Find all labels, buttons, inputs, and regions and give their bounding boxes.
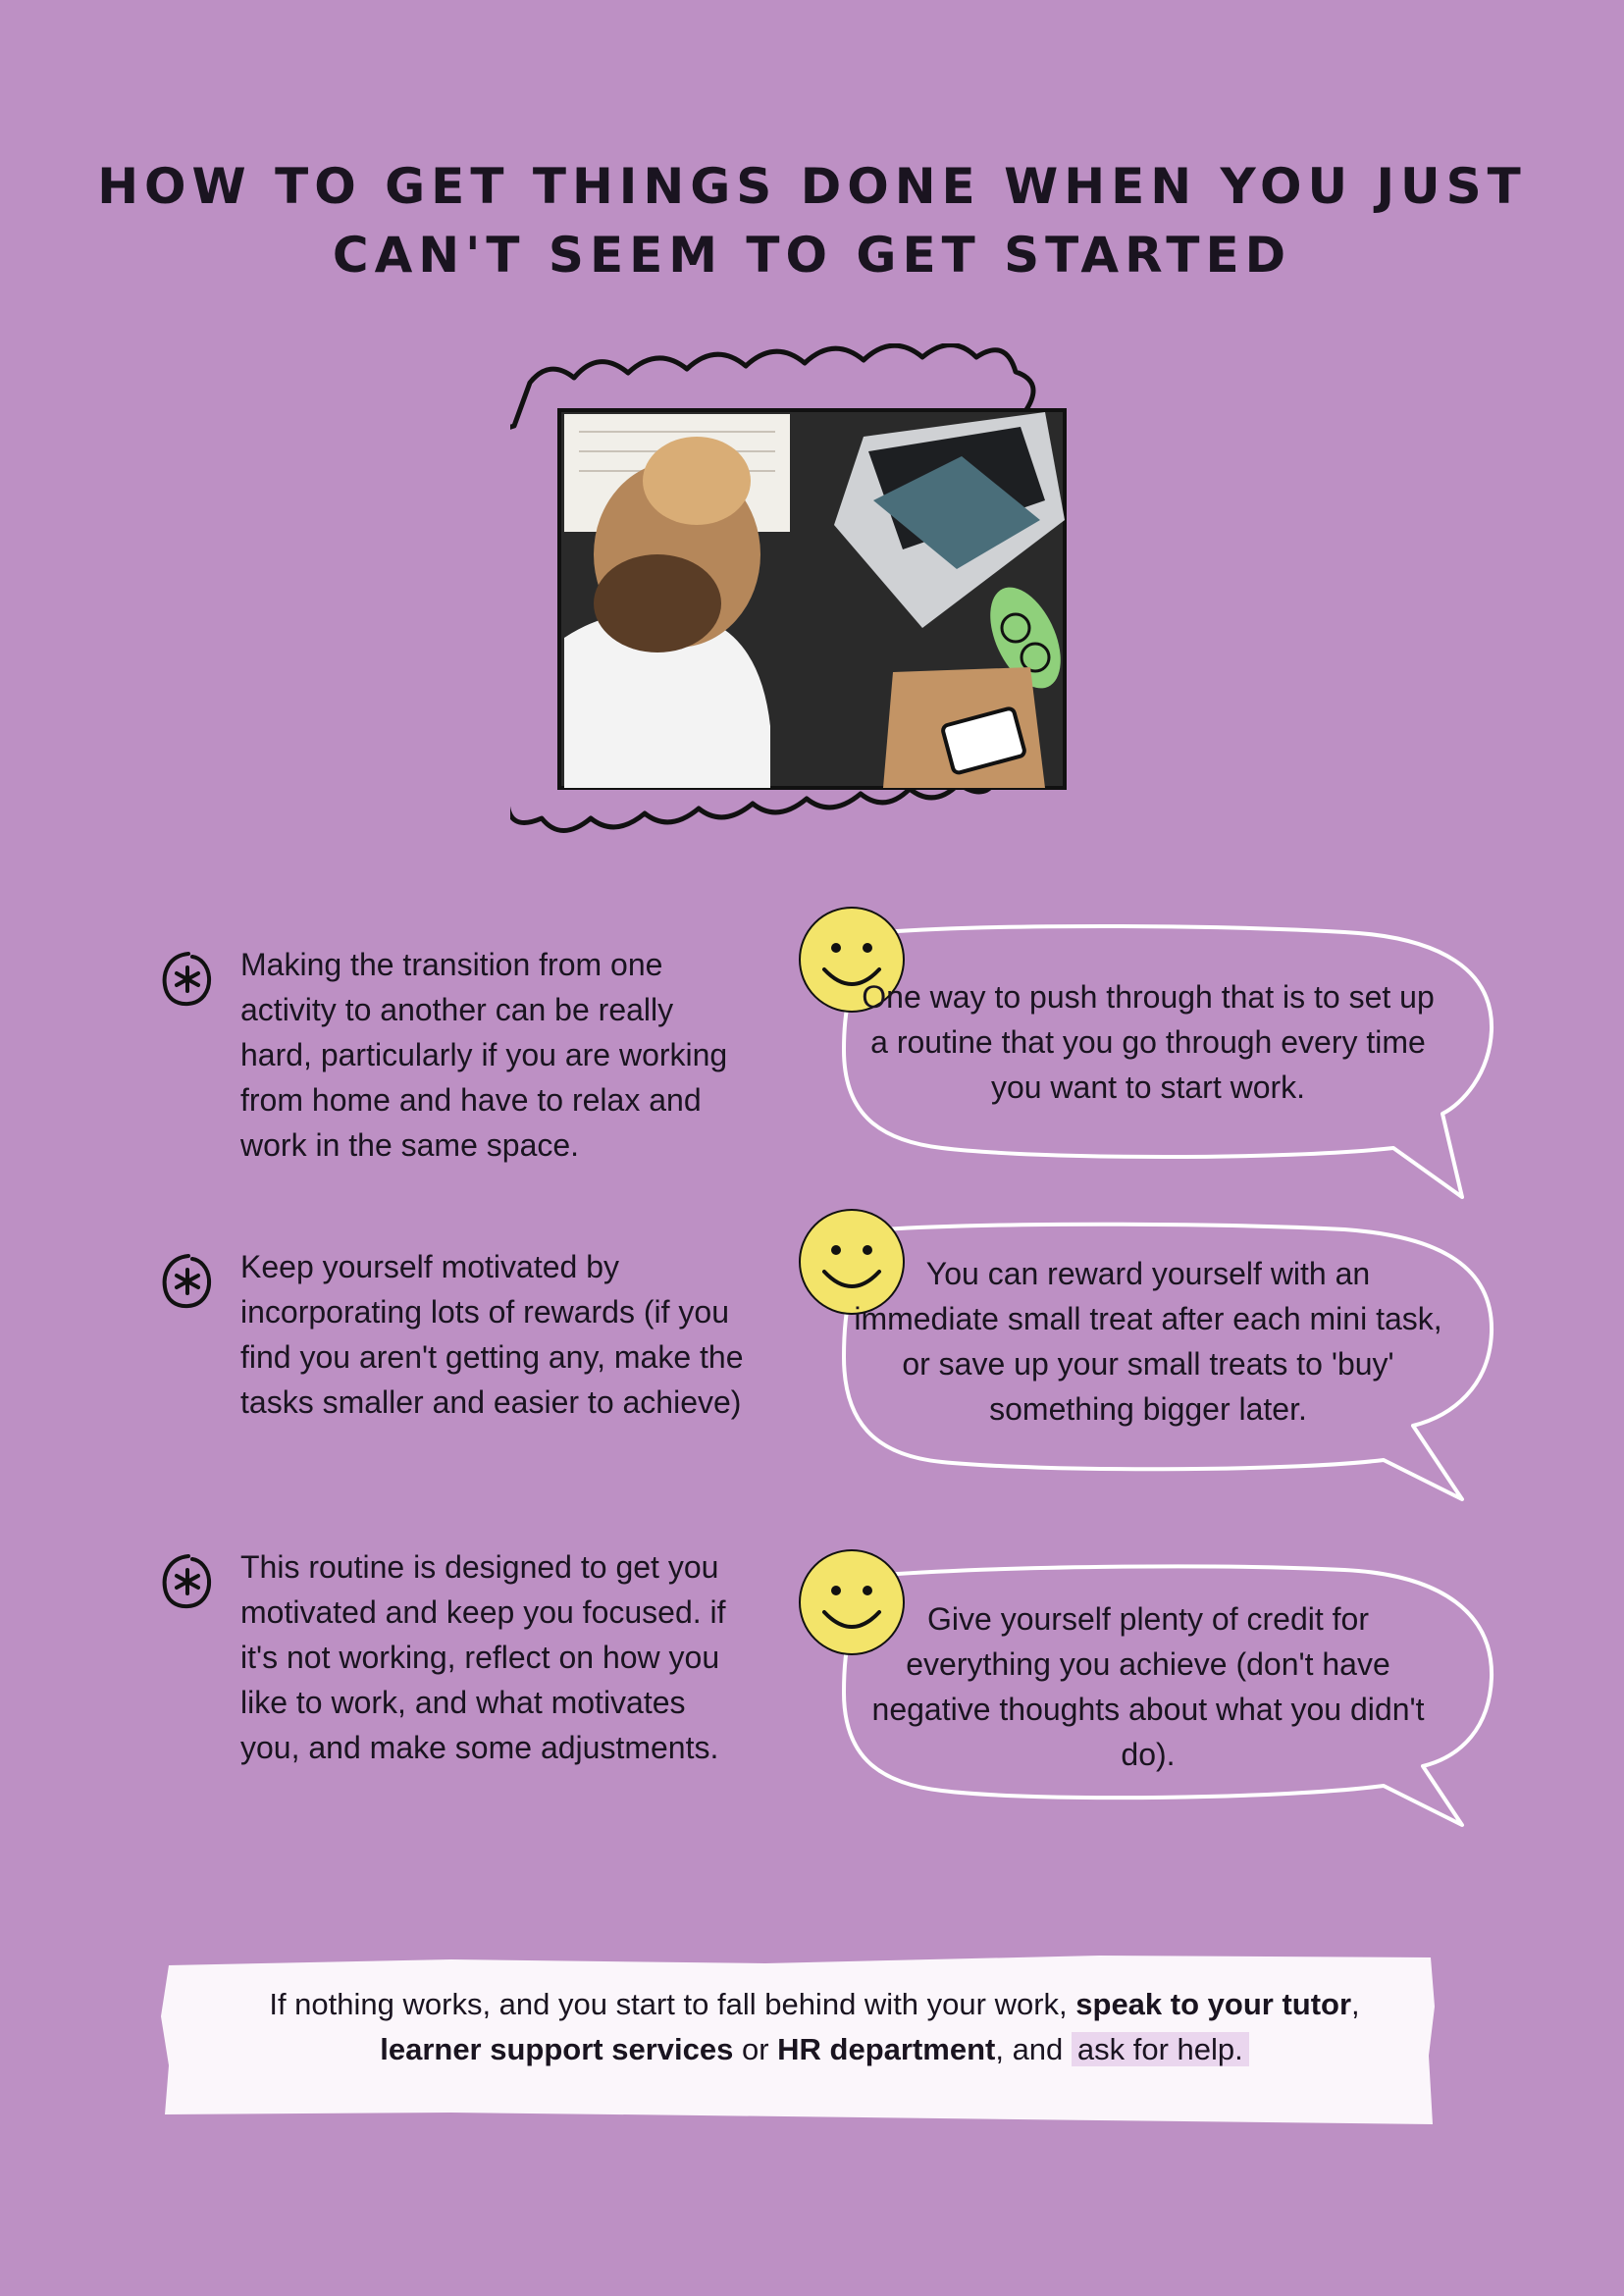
- tip-3: [159, 1544, 748, 1829]
- speech-bubble-2: [795, 1205, 1501, 1504]
- asterisk-icon: [159, 1250, 216, 1311]
- tip-1-text: Making the transition from one activity to another can be really hard, particularly if you are working from home and have to relax and work in the same space.: [240, 947, 728, 1163]
- speech-bubble-3: [795, 1545, 1501, 1840]
- asterisk-icon: [159, 1550, 216, 1611]
- bubble-1-text: One way to push through that is to set up a routine that you go through every time you want to start work.: [862, 979, 1435, 1105]
- tip-1: [159, 942, 748, 1177]
- bubble-2-text: You can reward yourself with an immediate small treat after each mini task, or save up your small treats to 'buy' something bigger later.: [854, 1256, 1442, 1427]
- photo-frame: [510, 343, 1148, 839]
- page-title: [0, 152, 1624, 289]
- asterisk-icon: [159, 948, 216, 1009]
- speech-bubble-1: [795, 903, 1501, 1202]
- ask-for-help-highlight: ask for help.: [1072, 2032, 1249, 2066]
- help-banner-text: If nothing works, and you start to fall behind with your work, speak to your tutor, learner support services or HR department, and ask for help.: [269, 1987, 1360, 2066]
- tutor-link[interactable]: speak to your tutor: [1075, 1987, 1352, 2021]
- title-line-2: CAN'T SEEM TO GET STARTED: [332, 227, 1292, 284]
- bubble-3-text: Give yourself plenty of credit for everything you achieve (don't have negative thoughts about what you didn't do).: [871, 1601, 1425, 1772]
- stressed-person-photo: [510, 343, 1148, 839]
- tip-2: [159, 1244, 748, 1480]
- tip-2-text: Keep yourself motivated by incorporating lots of rewards (if you find you aren't getting any, make the tasks smaller and easier to achieve): [240, 1249, 744, 1420]
- title-line-1: HOW TO GET THINGS DONE WHEN YOU JUST: [97, 158, 1527, 215]
- hr-department-link[interactable]: HR department: [777, 2032, 996, 2066]
- learner-support-link[interactable]: learner support services: [380, 2032, 734, 2066]
- help-banner: [157, 1948, 1472, 2124]
- tip-3-text: This routine is designed to get you motivated and keep you focused. if it's not working, reflect on how you like to work, and what motivates you, and make some adjustments.: [240, 1549, 726, 1765]
